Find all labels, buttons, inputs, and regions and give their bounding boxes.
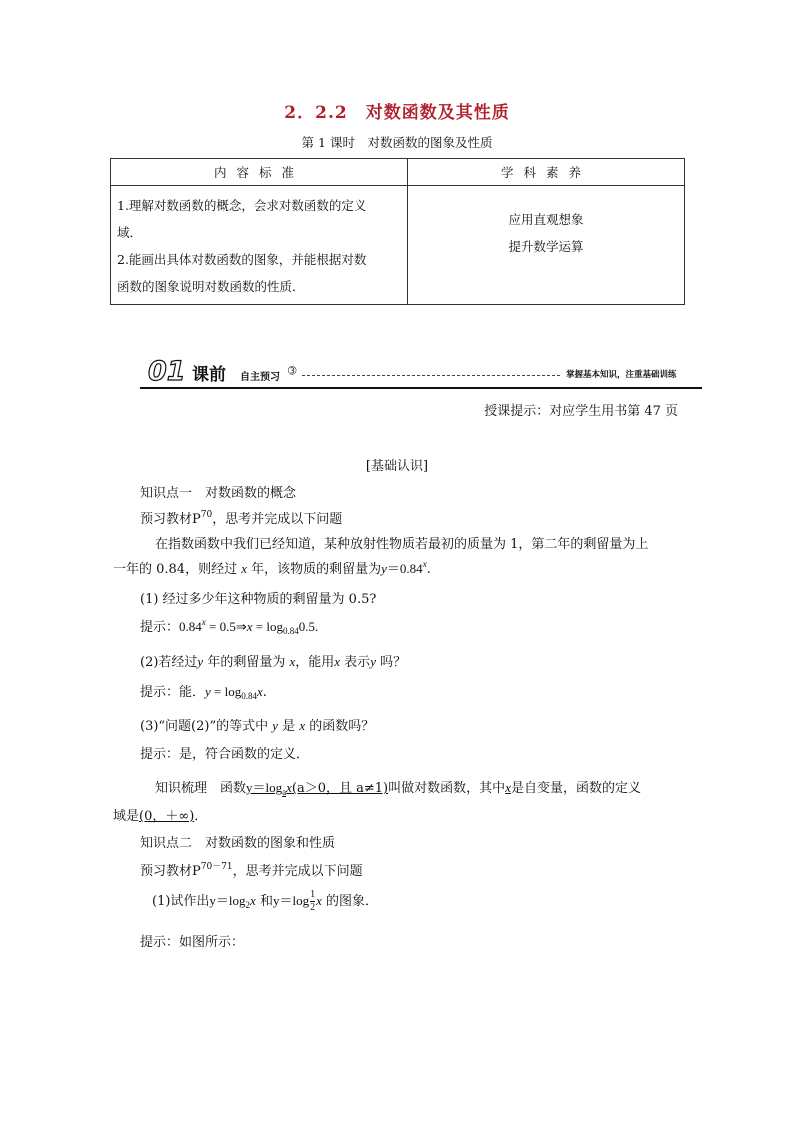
kp1-paragraph-line1: 在指数函数中我们已经知道，某种放射性物质若最初的质量为 1，第二年的剩留量为上 <box>155 537 649 552</box>
kp2-preview-pages: 70－71 <box>200 862 233 872</box>
subject-literacy-header: 学科素养 <box>408 159 685 186</box>
content-standards-header: 内容标准 <box>111 159 408 186</box>
standards-table <box>110 158 685 305</box>
kp1-summary-line2: 域是(0，＋∞)． <box>113 809 208 824</box>
kp1-preview-page: 70 <box>200 510 213 520</box>
teaching-hint: 授课提示：对应学生用书第 47 页 <box>484 404 678 419</box>
kp1-preview: 预习教材$P^{70}$，思考并完成以下问题 <box>140 510 343 527</box>
content-line: 2.能画出具体对数函数的图象，并能根据对数 <box>117 252 367 267</box>
banner-rule <box>140 387 702 389</box>
page-title: 2．2.2 对数函数及其性质 <box>284 103 510 123</box>
one-half-fraction: $\frac{1}{2}$ <box>310 889 316 913</box>
kp1-question-1: (1) 经过多少年这种物质的剩留量为 0.5? <box>140 592 377 607</box>
kp1-question-3: (3)“问题(2)”的等式中 y 是 x 的函数吗？ <box>140 718 375 734</box>
dashed-divider <box>302 375 560 376</box>
section-heading: [基础认识] <box>365 459 429 474</box>
subject-literacy-cell <box>408 186 685 305</box>
content-line: 函数的图象说明对数函数的性质． <box>117 279 305 294</box>
kp1-heading: 知识点一 对数函数的概念 <box>140 486 297 501</box>
kp2-question-1: (1)试作出$y=\log_2x$ 和y＝log $\frac{1}{2}$ x 的图象． <box>152 889 379 913</box>
section-number: 01 <box>148 356 186 387</box>
literacy-line: 应用直观想象 <box>508 212 584 227</box>
kp1-summary-line1: 知识梳理 函数$y=\log_ax(a>0$，且 a≠1)叫做对数函数，其中x是自变量，函数的定义 <box>155 780 641 797</box>
content-line: 域． <box>117 225 143 240</box>
section-note: 掌握基本知识，注重基础训练 <box>566 370 677 380</box>
kp1-question-2: (2)若经过y 年的剩留量为 x，能用x 表示y 吗？ <box>140 654 407 670</box>
kp2-preview: 预习教材$P^{70-71}$，思考并完成以下问题 <box>140 862 363 879</box>
content-line: 1.理解对数函数的概念，会求对数函数的定义 <box>117 198 367 213</box>
lesson-subtitle: 第 1 课时 对数函数的图象及性质 <box>301 135 493 150</box>
kp1-answer-1: 提示：$0.84^x$ = 0.5⇒x = $\log_{0.84}0.5$. <box>140 617 319 636</box>
circled-arrow-icon: ➂ <box>288 366 297 377</box>
kp1-paragraph-line2: 一年的 0.84，则经过 x 年，该物质的剩留量为$y=0.84^x$. <box>113 559 431 577</box>
literacy-line: 提升数学运算 <box>508 239 584 254</box>
kp2-heading: 知识点二 对数函数的图象和性质 <box>140 836 336 851</box>
section-label: 课前 <box>192 365 226 385</box>
kp1-answer-2: 提示：能．$y = \log_{0.84}x$. <box>140 684 267 701</box>
kp2-answer-1: 提示：如图所示： <box>140 935 245 950</box>
content-standards-cell <box>111 186 408 305</box>
section-banner <box>140 356 702 390</box>
kp1-answer-3: 提示：是，符合函数的定义． <box>140 747 310 762</box>
section-sub-label: 自主预习 <box>240 372 280 383</box>
